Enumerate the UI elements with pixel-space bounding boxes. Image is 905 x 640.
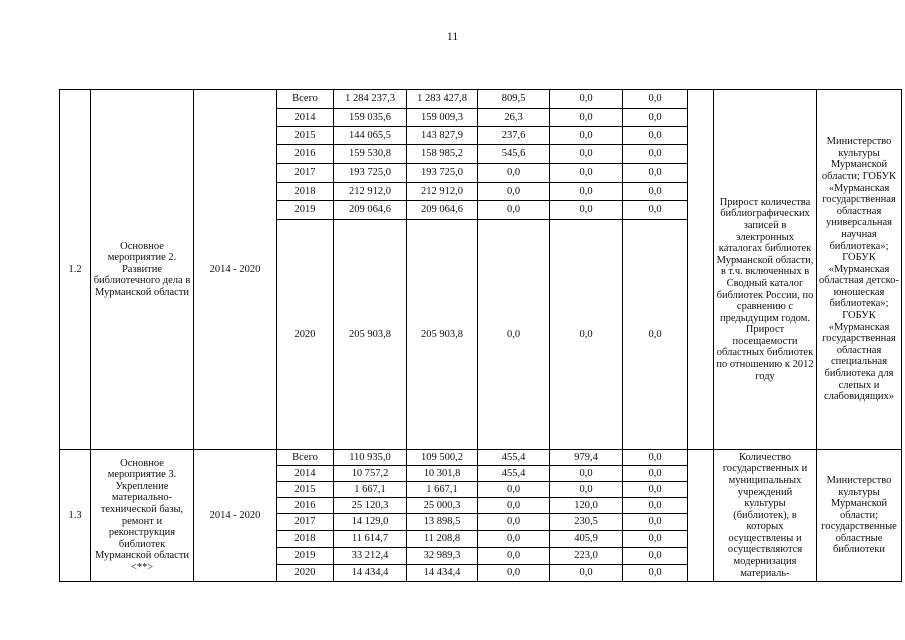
local-cell: 0,0 — [550, 466, 623, 482]
other-cell: 0,0 — [623, 531, 688, 548]
budget-cell: 32 989,3 — [407, 548, 478, 565]
total-cell: 14 434,4 — [334, 565, 407, 582]
budget-cell: 205 903,8 — [407, 220, 478, 450]
local-cell: 0,0 — [550, 145, 623, 164]
local-cell: 0,0 — [550, 201, 623, 220]
budget-cell: 143 827,9 — [407, 127, 478, 145]
federal-cell: 0,0 — [478, 482, 550, 498]
local-cell: 0,0 — [550, 109, 623, 127]
federal-cell: 0,0 — [478, 514, 550, 531]
federal-cell: 0,0 — [478, 531, 550, 548]
budget-cell: 212 912,0 — [407, 183, 478, 201]
other-cell: 0,0 — [623, 565, 688, 582]
budget-cell: 10 301,8 — [407, 466, 478, 482]
activity-name: Основное мероприятие 3. Укрепление материально-технической базы, ремонт и реконструкция библиотек Мурманской области <**> — [91, 450, 194, 582]
federal-cell: 809,5 — [478, 90, 550, 109]
local-cell: 405,9 — [550, 531, 623, 548]
total-cell: 14 129,0 — [334, 514, 407, 531]
budget-cell: 1 667,1 — [407, 482, 478, 498]
total-cell: 159 035,6 — [334, 109, 407, 127]
other-cell: 0,0 — [623, 145, 688, 164]
other-cell: 0,0 — [623, 127, 688, 145]
local-cell: 230,5 — [550, 514, 623, 531]
budget-cell: 159 009,3 — [407, 109, 478, 127]
federal-cell: 0,0 — [478, 183, 550, 201]
federal-cell: 0,0 — [478, 164, 550, 183]
executor-cell: Министерство культуры Мурманской области; ГОБУК «Мурманская государственная областная универсальная научная библиотека»; ГОБУК «Мурманская областная детско-юношеская библиотека»; ГОБУК «Мурманская государственная областная специальная библиотека для слепых и слабовидящих» — [817, 90, 902, 450]
total-cell: 10 757,2 — [334, 466, 407, 482]
budget-cell: 14 434,4 — [407, 565, 478, 582]
total-cell: 1 284 237,3 — [334, 90, 407, 109]
other-cell: 0,0 — [623, 201, 688, 220]
year-cell: 2019 — [277, 548, 334, 565]
budget-cell: 25 000,3 — [407, 498, 478, 514]
federal-cell: 0,0 — [478, 498, 550, 514]
local-cell: 120,0 — [550, 498, 623, 514]
other-cell: 0,0 — [623, 109, 688, 127]
budget-cell: 11 208,8 — [407, 531, 478, 548]
total-cell: 209 064,6 — [334, 201, 407, 220]
year-cell: 2014 — [277, 109, 334, 127]
federal-cell: 455,4 — [478, 466, 550, 482]
other-cell: 0,0 — [623, 183, 688, 201]
year-cell: 2017 — [277, 514, 334, 531]
other-cell: 0,0 — [623, 450, 688, 466]
row-number: 1.3 — [60, 450, 91, 582]
local-cell: 0,0 — [550, 90, 623, 109]
table-row — [60, 90, 902, 109]
activity-period: 2014 - 2020 — [194, 90, 277, 450]
year-cell: 2020 — [277, 565, 334, 582]
total-cell: 11 614,7 — [334, 531, 407, 548]
other-cell: 0,0 — [623, 482, 688, 498]
total-cell: 110 935,0 — [334, 450, 407, 466]
blank-cell — [688, 90, 714, 450]
executor-cell: Министерство культуры Мурманской области; государственные областные библиотеки — [817, 450, 902, 582]
federal-cell: 0,0 — [478, 548, 550, 565]
indicator-cell: Количество государственных и муниципальных учреждений культуры (библиотек), в которых осуществлены и осуществляются модернизация материаль- — [714, 450, 817, 582]
budget-cell: 209 064,6 — [407, 201, 478, 220]
year-cell: Всего — [277, 450, 334, 466]
year-cell: 2019 — [277, 201, 334, 220]
year-cell: 2017 — [277, 164, 334, 183]
total-cell: 25 120,3 — [334, 498, 407, 514]
other-cell: 0,0 — [623, 498, 688, 514]
other-cell: 0,0 — [623, 466, 688, 482]
local-cell: 223,0 — [550, 548, 623, 565]
budget-cell: 13 898,5 — [407, 514, 478, 531]
budget-cell: 193 725,0 — [407, 164, 478, 183]
program-activities-table — [59, 89, 902, 582]
table-row — [60, 450, 902, 466]
federal-cell: 0,0 — [478, 201, 550, 220]
local-cell: 0,0 — [550, 164, 623, 183]
year-cell: 2016 — [277, 145, 334, 164]
total-cell: 193 725,0 — [334, 164, 407, 183]
other-cell: 0,0 — [623, 220, 688, 450]
year-cell: 2015 — [277, 127, 334, 145]
year-cell: 2018 — [277, 183, 334, 201]
budget-cell: 158 985,2 — [407, 145, 478, 164]
other-cell: 0,0 — [623, 164, 688, 183]
local-cell: 0,0 — [550, 220, 623, 450]
total-cell: 144 065,5 — [334, 127, 407, 145]
total-cell: 159 530,8 — [334, 145, 407, 164]
year-cell: 2015 — [277, 482, 334, 498]
federal-cell: 0,0 — [478, 565, 550, 582]
page-number: 11 — [446, 29, 459, 43]
local-cell: 0,0 — [550, 565, 623, 582]
year-cell: 2016 — [277, 498, 334, 514]
federal-cell: 0,0 — [478, 220, 550, 450]
other-cell: 0,0 — [623, 548, 688, 565]
budget-cell: 109 500,2 — [407, 450, 478, 466]
total-cell: 33 212,4 — [334, 548, 407, 565]
federal-cell: 545,6 — [478, 145, 550, 164]
local-cell: 979,4 — [550, 450, 623, 466]
indicator-cell: Прирост количества библиографических записей в электронных каталогах библиотек Мурманской области, в т.ч. включенных в Сводный каталог библиотек России, по сравнению с предыдущим годом. Прирост посещаемости областных библиотек по отношению к 2012 году — [714, 90, 817, 450]
year-cell: Всего — [277, 90, 334, 109]
row-number: 1.2 — [60, 90, 91, 450]
federal-cell: 455,4 — [478, 450, 550, 466]
blank-cell — [688, 450, 714, 582]
federal-cell: 237,6 — [478, 127, 550, 145]
local-cell: 0,0 — [550, 482, 623, 498]
year-cell: 2014 — [277, 466, 334, 482]
activity-name: Основное мероприятие 2. Развитие библиотечного дела в Мурманской области — [91, 90, 194, 450]
federal-cell: 26,3 — [478, 109, 550, 127]
other-cell: 0,0 — [623, 90, 688, 109]
activity-period: 2014 - 2020 — [194, 450, 277, 582]
year-cell: 2018 — [277, 531, 334, 548]
total-cell: 1 667,1 — [334, 482, 407, 498]
budget-cell: 1 283 427,8 — [407, 90, 478, 109]
local-cell: 0,0 — [550, 183, 623, 201]
local-cell: 0,0 — [550, 127, 623, 145]
other-cell: 0,0 — [623, 514, 688, 531]
year-cell: 2020 — [277, 220, 334, 450]
total-cell: 212 912,0 — [334, 183, 407, 201]
total-cell: 205 903,8 — [334, 220, 407, 450]
